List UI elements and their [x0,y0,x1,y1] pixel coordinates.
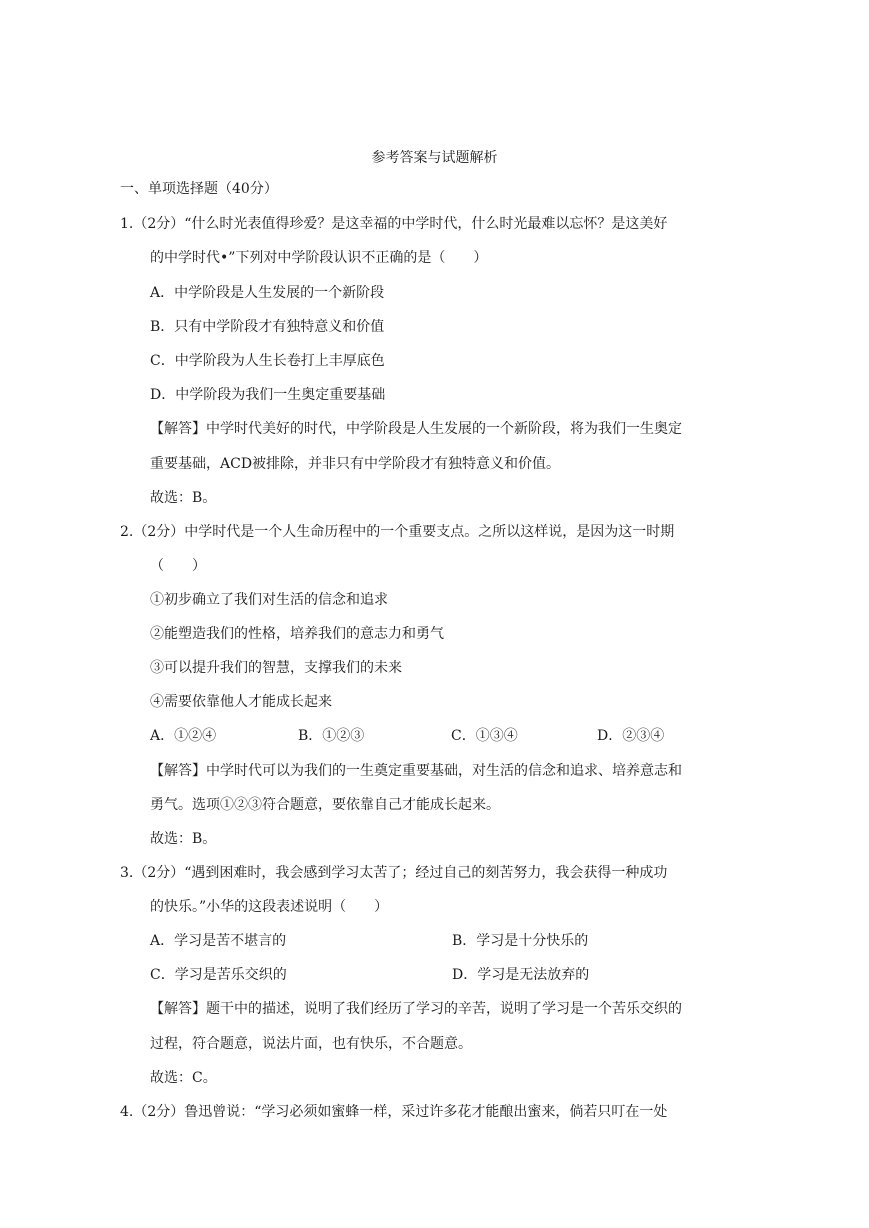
q2-item-3: ③可以提升我们的智慧，支撑我们的未来 [150,660,402,676]
q1-option-c: C．中学阶段为人生长卷打上丰厚底色 [150,353,385,369]
q3-answer-line2: 过程，符合题意，说法片面，也有快乐，不合题意。 [150,1036,472,1052]
q2-stem-line2: （ ） [150,558,206,574]
q2-options-row [150,727,750,745]
q1-option-a: A．中学阶段是人生发展的一个新阶段 [150,285,385,301]
q2-item-1: ①初步确立了我们对生活的信念和追求 [150,592,388,608]
q3-stem-line2: 的快乐。”小华的这段表述说明（ ） [150,899,389,915]
q4-stem-line1: 4.（2分）鲁迅曾说：“学习必须如蜜蜂一样，采过许多花才能酿出蜜来，倘若只叮在一处 [120,1104,668,1120]
q1-stem-line2: 的中学时代•”下列对中学阶段认识不正确的是（ ） [150,250,488,266]
q3-options-row-1 [150,932,750,950]
q3-answer-line1: 【解答】题干中的描述，说明了我们经历了学习的辛苦，说明了学习是一个苦乐交织的 [150,1001,682,1017]
q2-item-4: ④需要依靠他人才能成长起来 [150,694,332,710]
q3-stem-line1: 3.（2分）“遇到困难时，我会感到学习太苦了；经过自己的刻苦努力，我会获得一种成功 [120,865,668,881]
q2-option-c: C．①③④ [451,728,518,744]
q3-options-row-2 [150,966,750,984]
q2-result: 故选：B。 [150,831,217,847]
q2-option-a: A．①②④ [150,728,217,744]
q1-option-b: B．只有中学阶段才有独特意义和价值 [150,319,385,335]
q3-option-c: C．学习是苦乐交织的 [150,967,287,983]
q1-answer-line2: 重要基础，ACD被排除，并非只有中学阶段才有独特意义和价值。 [150,456,561,472]
q1-result: 故选：B。 [150,490,217,506]
q2-stem-line1: 2.（2分）中学时代是一个人生命历程中的一个重要支点。之所以这样说，是因为这一时期 [120,524,675,540]
q1-stem-line1: 1.（2分）“什么时光表值得珍爱？是这幸福的中学时代，什么时光最难以忘怀？是这美好 [120,216,668,232]
q3-option-a: A．学习是苦不堪言的 [150,933,287,949]
q2-item-2: ②能塑造我们的性格，培养我们的意志力和勇气 [150,626,444,642]
q2-answer-line2: 勇气。选项①②③符合题意，要依靠自己才能成长起来。 [150,797,500,813]
q2-option-d: D．②③④ [597,728,665,744]
q3-option-d: D．学习是无法放弃的 [452,967,590,983]
q2-option-b: B．①②③ [298,728,365,744]
page-title: 参考答案与试题解析 [371,150,498,166]
section-heading: 一、单项选择题（40分） [120,181,278,197]
q1-answer-line1: 【解答】中学时代美好的时代，中学阶段是人生发展的一个新阶段，将为我们一生奥定 [150,421,682,437]
q1-option-d: D．中学阶段为我们一生奥定重要基础 [150,387,386,403]
q3-option-b: B．学习是十分快乐的 [452,933,589,949]
q2-answer-line1: 【解答】中学时代可以为我们的一生奠定重要基础，对生活的信念和追求、培养意志和 [150,763,682,779]
q3-result: 故选：C。 [150,1070,217,1086]
